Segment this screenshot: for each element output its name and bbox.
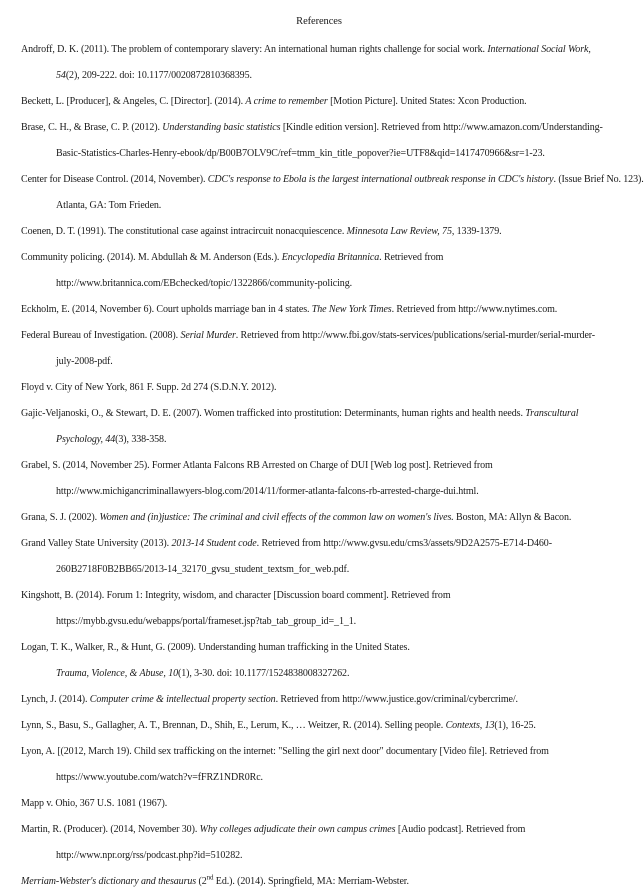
- reference-first-line: [21, 531, 621, 557]
- reference-entry: [21, 817, 621, 869]
- reference-entry: [21, 375, 621, 401]
- reference-text: [Kindle edition version]. Retrieved from http://www.amazon.com/Understanding-: [280, 122, 603, 133]
- reference-text: http://www.britannica.com/EBchecked/topic/1322866/community-policing.: [56, 278, 353, 289]
- reference-first-line: [21, 713, 621, 739]
- reference-first-line: [21, 817, 621, 843]
- reference-text: http://www.michigancriminallawyers-blog.com/2014/11/former-atlanta-falcons-rb-arrested-charge-dui.html.: [56, 486, 479, 497]
- reference-entry: [21, 167, 644, 219]
- reference-text: . (Issue Brief No. 123).: [553, 174, 644, 185]
- reference-entry: [21, 115, 621, 167]
- reference-entry: [21, 219, 621, 245]
- reference-text: https://mybb.gvsu.edu/webapps/portal/frameset.jsp?tab_tab_group_id=_1_1.: [56, 616, 357, 627]
- italic-text: Trauma, Violence, & Abuse, 10: [56, 668, 178, 679]
- italic-text: Why colleges adjudicate their own campus crimes: [199, 824, 396, 835]
- reference-entry: [21, 687, 621, 713]
- italic-text: Computer crime & intellectual property section: [89, 694, 276, 705]
- italic-text: Minnesota Law Review, 75: [346, 226, 452, 237]
- reference-first-line: [21, 37, 621, 63]
- reference-first-line: [21, 791, 621, 817]
- reference-text: Community policing. (2014). M. Abdullah & M. Anderson (Eds.).: [21, 252, 282, 263]
- reference-continuation-line: [21, 63, 621, 89]
- reference-continuation-line: [21, 349, 621, 375]
- reference-entry: [21, 453, 621, 505]
- reference-continuation-line: [21, 843, 621, 869]
- reference-text: Coenen, D. T. (1991). The constitutional case against intracircuit nonacquiescence.: [21, 226, 347, 237]
- reference-text: Center for Disease Control. (2014, November).: [21, 174, 208, 185]
- reference-text: (1), 3-30. doi: 10.1177/1524838008327262.: [178, 668, 350, 679]
- reference-entry: [21, 791, 621, 817]
- reference-continuation-line: [21, 141, 621, 167]
- reference-entry: [21, 505, 621, 531]
- reference-text: https://www.youtube.com/watch?v=fFRZ1NDR0Rc.: [56, 772, 263, 783]
- reference-text: . Retrieved from: [379, 252, 444, 263]
- reference-text: http://www.npr.org/rss/podcast.php?id=510282.: [56, 850, 243, 861]
- reference-text: (2: [196, 876, 207, 887]
- reference-text: Atlanta, GA: Tom Frieden.: [56, 200, 162, 211]
- italic-text: 2013-14 Student code: [171, 538, 257, 549]
- reference-first-line: [21, 583, 621, 609]
- reference-first-line: [21, 401, 621, 427]
- italic-text: A crime to remember: [245, 96, 328, 107]
- italic-text: 54: [56, 70, 66, 81]
- italic-text: Women and (in)justice: The criminal and civil effects of the common law on women's lives.: [99, 512, 454, 523]
- reference-first-line: [21, 869, 621, 895]
- italic-text: The New York Times: [311, 304, 392, 315]
- reference-entry: [21, 583, 621, 635]
- italic-text: International Social Work,: [487, 44, 591, 55]
- reference-entry: [21, 37, 621, 89]
- reference-first-line: [21, 505, 621, 531]
- reference-first-line: [21, 375, 621, 401]
- reference-first-line: [21, 635, 621, 661]
- reference-first-line: [21, 115, 621, 141]
- reference-text: Lynn, S., Basu, S., Gallagher, A. T., Brennan, D., Shih, E., Lerum, K., … Weitzer, R. (2014). Selling people.: [21, 720, 446, 731]
- reference-text: Lynch, J. (2014).: [21, 694, 90, 705]
- reference-first-line: [21, 297, 621, 323]
- reference-continuation-line: [21, 765, 621, 791]
- reference-continuation-line: [21, 271, 621, 297]
- superscript-text: nd: [206, 873, 214, 882]
- reference-first-line: [21, 323, 621, 349]
- italic-text: Psychology, 44: [56, 434, 116, 445]
- reference-entry: [21, 401, 621, 453]
- reference-first-line: [21, 219, 621, 245]
- reference-text: Eckholm, E. (2014, November 6). Court upholds marriage ban in 4 states.: [21, 304, 312, 315]
- reference-continuation-line: [21, 479, 621, 505]
- reference-continuation-line: [21, 427, 621, 453]
- reference-entry: [21, 635, 621, 687]
- italic-text: Merriam-Webster's dictionary and thesaurus: [21, 876, 197, 887]
- reference-first-line: [21, 687, 621, 713]
- page-title: References: [296, 16, 342, 27]
- reference-first-line: [21, 245, 621, 271]
- reference-continuation-line: [21, 661, 621, 687]
- reference-text: . Retrieved from http://www.fbi.gov/stats-services/publications/serial-murder/serial-murder-: [235, 330, 596, 341]
- reference-entry: [21, 739, 621, 791]
- reference-text: [Motion Picture]. United States: Xcon Production.: [327, 96, 527, 107]
- italic-text: Contexts, 13: [445, 720, 495, 731]
- reference-entry: [21, 713, 621, 739]
- reference-text: . Retrieved from http://www.nytimes.com.: [391, 304, 558, 315]
- reference-text: (2), 209-222. doi: 10.1177/0020872810368395.: [65, 70, 252, 81]
- reference-text: Grand Valley State University (2013).: [21, 538, 172, 549]
- reference-text: . Retrieved from http://www.justice.gov/criminal/cybercrime/.: [275, 694, 518, 705]
- reference-text: Brase, C. H., & Brase, C. P. (2012).: [21, 122, 163, 133]
- reference-entry: [21, 245, 621, 297]
- reference-continuation-line: [21, 557, 621, 583]
- italic-text: Encyclopedia Britannica: [281, 252, 380, 263]
- italic-text: Serial Murder: [180, 330, 236, 341]
- reference-text: july-2008-pdf.: [56, 356, 113, 367]
- reference-text: Mapp v. Ohio, 367 U.S. 1081 (1967).: [21, 798, 168, 809]
- reference-text: (1), 16-25.: [494, 720, 536, 731]
- reference-text: Beckett, L. [Producer], & Angeles, C. [Director]. (2014).: [21, 96, 246, 107]
- reference-first-line: [21, 453, 621, 479]
- reference-text: Lyon, A. [(2012, March 19). Child sex trafficking on the internet: "Selling the girl next door" documentary [Video file]. Retrieved from: [21, 746, 549, 757]
- italic-text: Understanding basic statistics: [162, 122, 281, 133]
- reference-continuation-line: [21, 193, 621, 219]
- reference-entry: [21, 323, 621, 375]
- reference-text: Basic-Statistics-Charles-Henry-ebook/dp/B00B7OLV9C/ref=tmm_kin_title_popover?ie=UTF8&qid=1417470966&sr=1-23.: [56, 148, 545, 159]
- reference-text: Gajic-Veljanoski, O., & Stewart, D. E. (2007). Women trafficked into prostitution: Determinants, human rights and health needs.: [21, 408, 526, 419]
- reference-continuation-line: [21, 609, 621, 635]
- reference-text: Floyd v. City of New York, 861 F. Supp. 2d 274 (S.D.N.Y. 2012).: [21, 382, 277, 393]
- reference-text: [Audio podcast]. Retrieved from: [395, 824, 526, 835]
- reference-first-line: [21, 167, 644, 193]
- reference-first-line: [21, 739, 621, 765]
- reference-text: , 1339-1379.: [451, 226, 502, 237]
- reference-text: (3), 338-358.: [115, 434, 167, 445]
- reference-entry: [21, 869, 621, 895]
- reference-entry: [21, 89, 621, 115]
- italic-text: CDC's response to Ebola is the largest international outbreak response in CDC's history: [207, 174, 554, 185]
- reference-entry: [21, 531, 621, 583]
- reference-text: Grana, S. J. (2002).: [21, 512, 100, 523]
- reference-text: Federal Bureau of Investigation. (2008).: [21, 330, 181, 341]
- reference-entry: [21, 297, 621, 323]
- reference-text: Boston, MA: Allyn & Bacon.: [453, 512, 572, 523]
- reference-first-line: [21, 89, 621, 115]
- reference-text: Kingshott, B. (2014). Forum 1: Integrity, wisdom, and character [Discussion board comment]. Retrieved from: [21, 590, 451, 601]
- reference-text: Androff, D. K. (2011). The problem of contemporary slavery: An international human rights challenge for social work.: [21, 44, 488, 55]
- reference-text: . Retrieved from http://www.gvsu.edu/cms3/assets/9D2A2575-E714-D460-: [256, 538, 552, 549]
- reference-text: Grabel, S. (2014, November 25). Former Atlanta Falcons RB Arrested on Charge of DUI [Web log post]. Retrieved from: [21, 460, 493, 471]
- reference-text: 260B2718F0B2BB65/2013-14_32170_gvsu_student_textsm_for_web.pdf.: [56, 564, 350, 575]
- reference-text: Martin, R. (Producer). (2014, November 30).: [21, 824, 200, 835]
- reference-text: Ed.). (2014). Springfield, MA: Merriam-Webster.: [213, 876, 409, 887]
- reference-text: Logan, T. K., Walker, R., & Hunt, G. (2009). Understanding human trafficking in the United States.: [21, 642, 410, 653]
- italic-text: Transcultural: [525, 408, 579, 419]
